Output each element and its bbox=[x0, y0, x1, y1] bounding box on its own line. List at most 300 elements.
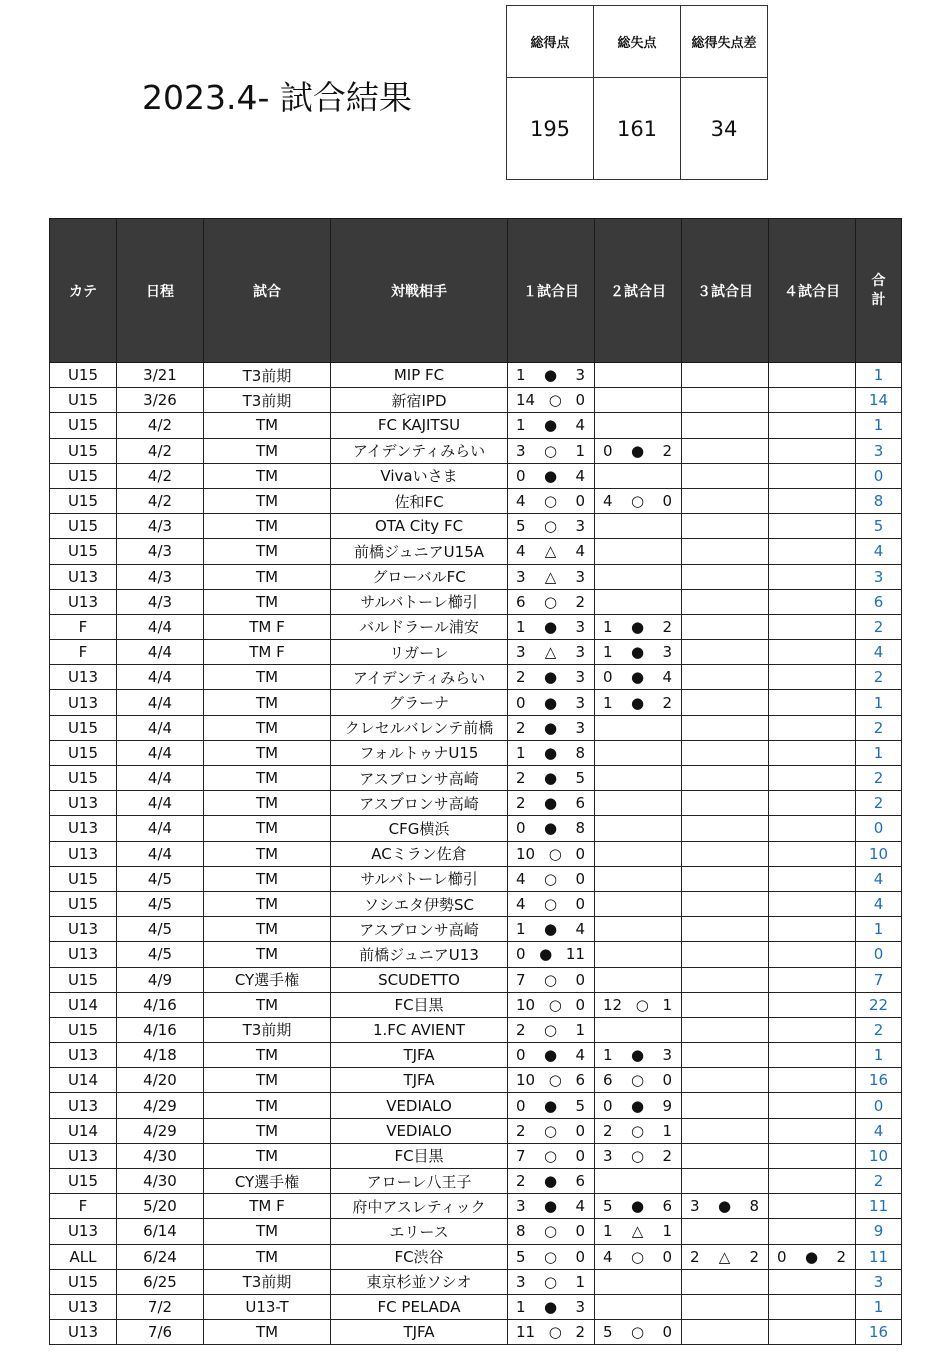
opponent-cell: エリース bbox=[331, 1219, 508, 1244]
game-4-cell bbox=[769, 791, 856, 816]
own-goals: 1 bbox=[516, 920, 526, 939]
match-type-cell: TM bbox=[204, 992, 331, 1017]
game-1-cell bbox=[508, 614, 595, 639]
own-goals: 3 bbox=[516, 643, 526, 662]
game-score bbox=[508, 690, 594, 714]
total-cell: 0 bbox=[856, 463, 902, 488]
match-type-cell: TM F bbox=[204, 1194, 331, 1219]
table-row bbox=[50, 841, 902, 866]
game-2-cell bbox=[595, 1219, 682, 1244]
game-score bbox=[508, 716, 594, 740]
game-3-cell bbox=[682, 514, 769, 539]
result-mark: ● bbox=[630, 1046, 645, 1065]
game-score bbox=[508, 1018, 594, 1042]
game-1-cell bbox=[508, 816, 595, 841]
game-2-cell bbox=[595, 816, 682, 841]
match-type-cell: TM bbox=[204, 1043, 331, 1068]
total-cell: 2 bbox=[856, 665, 902, 690]
game-score bbox=[595, 439, 681, 463]
match-type-cell: TM bbox=[204, 1118, 331, 1143]
game-score bbox=[508, 388, 594, 412]
game-1-cell bbox=[508, 1043, 595, 1068]
own-goals: 1 bbox=[603, 617, 613, 636]
date-cell: 4/29 bbox=[117, 1093, 204, 1118]
total-cell: 2 bbox=[856, 766, 902, 791]
date-cell: 4/30 bbox=[117, 1143, 204, 1168]
match-type-cell: TM bbox=[204, 891, 331, 916]
match-type-cell: T3前期 bbox=[204, 363, 331, 388]
table-row bbox=[50, 514, 902, 539]
game-3-cell bbox=[682, 841, 769, 866]
result-mark: ● bbox=[543, 1197, 558, 1216]
game-score bbox=[508, 892, 594, 916]
table-row bbox=[50, 539, 902, 564]
col-header-game3: ３試合目 bbox=[682, 219, 769, 363]
game-2-cell bbox=[595, 715, 682, 740]
opponent-cell: FC目黒 bbox=[331, 992, 508, 1017]
game-3-cell bbox=[682, 363, 769, 388]
game-score bbox=[508, 640, 594, 664]
opponent-goals: 1 bbox=[662, 995, 672, 1014]
match-type-cell: TM bbox=[204, 1068, 331, 1093]
opponent-cell: FC渋谷 bbox=[331, 1244, 508, 1269]
game-score bbox=[595, 615, 681, 639]
total-cell: 4 bbox=[856, 1118, 902, 1143]
total-cell: 9 bbox=[856, 1219, 902, 1244]
game-4-cell bbox=[769, 891, 856, 916]
game-4-cell bbox=[769, 1269, 856, 1294]
result-mark: ○ bbox=[548, 844, 562, 863]
summary-header-row bbox=[507, 6, 768, 78]
own-goals: 5 bbox=[603, 1323, 613, 1342]
own-goals: 7 bbox=[516, 1146, 526, 1165]
category-cell: U13 bbox=[50, 665, 117, 690]
total-cell: 1 bbox=[856, 1294, 902, 1319]
result-mark: ○ bbox=[543, 441, 558, 460]
result-mark: ● bbox=[543, 1172, 558, 1191]
own-goals: 3 bbox=[516, 441, 526, 460]
category-cell: U15 bbox=[50, 766, 117, 791]
game-2-cell bbox=[595, 766, 682, 791]
game-3-cell bbox=[682, 488, 769, 513]
game-4-cell bbox=[769, 1093, 856, 1118]
game-1-cell bbox=[508, 539, 595, 564]
result-mark: ● bbox=[630, 441, 645, 460]
category-cell: U13 bbox=[50, 1093, 117, 1118]
game-score bbox=[595, 489, 681, 513]
result-mark: ○ bbox=[543, 492, 558, 511]
opponent-cell: グローバルFC bbox=[331, 564, 508, 589]
opponent-cell: FC KAJITSU bbox=[331, 413, 508, 438]
game-score bbox=[508, 766, 594, 790]
game-2-cell bbox=[595, 1269, 682, 1294]
result-mark: ○ bbox=[543, 1272, 558, 1291]
category-cell: U14 bbox=[50, 1068, 117, 1093]
game-3-cell bbox=[682, 1294, 769, 1319]
own-goals: 1 bbox=[603, 1222, 613, 1241]
own-goals: 4 bbox=[516, 542, 526, 561]
col-header-total-line2: 計 bbox=[871, 291, 886, 308]
game-score bbox=[508, 489, 594, 513]
game-3-cell bbox=[682, 388, 769, 413]
own-goals: 1 bbox=[516, 1298, 526, 1317]
result-mark: ○ bbox=[543, 592, 558, 611]
game-4-cell bbox=[769, 1043, 856, 1068]
own-goals: 5 bbox=[516, 1247, 526, 1266]
result-mark: ● bbox=[543, 743, 558, 762]
table-row bbox=[50, 1219, 902, 1244]
col-header-game1: １試合目 bbox=[508, 219, 595, 363]
result-mark: ○ bbox=[543, 970, 558, 989]
summary-goal-diff-value: 34 bbox=[681, 78, 768, 180]
result-mark: △ bbox=[544, 643, 557, 662]
opponent-goals: 3 bbox=[575, 517, 585, 536]
game-4-cell bbox=[769, 917, 856, 942]
opponent-cell: アローレ八王子 bbox=[331, 1169, 508, 1194]
own-goals: 1 bbox=[516, 617, 526, 636]
col-header-opponent: 対戦相手 bbox=[331, 219, 508, 363]
col-header-match: 試合 bbox=[204, 219, 331, 363]
own-goals: 1 bbox=[603, 1046, 613, 1065]
game-2-cell bbox=[595, 488, 682, 513]
result-mark: ● bbox=[543, 718, 558, 737]
game-3-cell bbox=[682, 690, 769, 715]
opponent-goals: 4 bbox=[575, 542, 585, 561]
total-cell: 2 bbox=[856, 614, 902, 639]
opponent-cell: バルドラール浦安 bbox=[331, 614, 508, 639]
category-cell: U13 bbox=[50, 942, 117, 967]
game-1-cell bbox=[508, 1118, 595, 1143]
game-2-cell bbox=[595, 866, 682, 891]
game-2-cell bbox=[595, 891, 682, 916]
game-4-cell bbox=[769, 866, 856, 891]
game-3-cell bbox=[682, 463, 769, 488]
game-score bbox=[508, 1119, 594, 1143]
result-mark: ● bbox=[630, 643, 645, 662]
own-goals: 3 bbox=[516, 1197, 526, 1216]
game-1-cell bbox=[508, 740, 595, 765]
col-header-total bbox=[856, 219, 902, 363]
total-cell: 1 bbox=[856, 740, 902, 765]
opponent-cell: サルバトーレ櫛引 bbox=[331, 866, 508, 891]
game-score bbox=[508, 1144, 594, 1168]
game-4-cell bbox=[769, 514, 856, 539]
total-cell: 2 bbox=[856, 1017, 902, 1042]
game-3-cell bbox=[682, 640, 769, 665]
category-cell: U15 bbox=[50, 514, 117, 539]
category-cell: U15 bbox=[50, 388, 117, 413]
total-cell: 7 bbox=[856, 967, 902, 992]
own-goals: 2 bbox=[516, 668, 526, 687]
game-4-cell bbox=[769, 388, 856, 413]
total-cell: 2 bbox=[856, 1169, 902, 1194]
date-cell: 4/5 bbox=[117, 866, 204, 891]
game-2-cell bbox=[595, 1294, 682, 1319]
game-4-cell bbox=[769, 715, 856, 740]
game-score bbox=[508, 590, 594, 614]
match-type-cell: T3前期 bbox=[204, 1269, 331, 1294]
game-3-cell bbox=[682, 791, 769, 816]
opponent-goals: 2 bbox=[749, 1247, 759, 1266]
score-summary-table bbox=[506, 5, 768, 180]
game-score bbox=[508, 741, 594, 765]
game-score bbox=[508, 1043, 594, 1067]
result-mark: ○ bbox=[630, 492, 645, 511]
total-cell: 11 bbox=[856, 1244, 902, 1269]
game-3-cell bbox=[682, 766, 769, 791]
date-cell: 4/9 bbox=[117, 967, 204, 992]
game-4-cell bbox=[769, 690, 856, 715]
total-cell: 4 bbox=[856, 866, 902, 891]
total-cell: 6 bbox=[856, 589, 902, 614]
result-mark: △ bbox=[718, 1247, 731, 1266]
opponent-goals: 0 bbox=[575, 995, 585, 1014]
game-2-cell bbox=[595, 1320, 682, 1345]
match-type-cell: CY選手権 bbox=[204, 1169, 331, 1194]
opponent-goals: 0 bbox=[575, 1121, 585, 1140]
match-type-cell: TM bbox=[204, 514, 331, 539]
category-cell: U15 bbox=[50, 1017, 117, 1042]
total-cell: 8 bbox=[856, 488, 902, 513]
category-cell: F bbox=[50, 614, 117, 639]
game-score bbox=[595, 1320, 681, 1344]
result-mark: ● bbox=[543, 466, 558, 485]
game-2-cell bbox=[595, 740, 682, 765]
game-1-cell bbox=[508, 665, 595, 690]
match-type-cell: TM bbox=[204, 841, 331, 866]
game-1-cell bbox=[508, 766, 595, 791]
table-row bbox=[50, 640, 902, 665]
category-cell: U15 bbox=[50, 1169, 117, 1194]
game-1-cell bbox=[508, 589, 595, 614]
col-header-date: 日程 bbox=[117, 219, 204, 363]
game-3-cell bbox=[682, 1269, 769, 1294]
game-2-cell bbox=[595, 1118, 682, 1143]
result-mark: ● bbox=[543, 794, 558, 813]
own-goals: 10 bbox=[516, 1071, 536, 1090]
game-3-cell bbox=[682, 1219, 769, 1244]
opponent-goals: 2 bbox=[575, 592, 585, 611]
opponent-goals: 6 bbox=[575, 794, 585, 813]
game-2-cell bbox=[595, 917, 682, 942]
game-score bbox=[508, 539, 594, 563]
game-score bbox=[508, 1194, 594, 1218]
date-cell: 4/4 bbox=[117, 690, 204, 715]
own-goals: 2 bbox=[690, 1247, 700, 1266]
match-type-cell: TM bbox=[204, 1244, 331, 1269]
game-1-cell bbox=[508, 1269, 595, 1294]
date-cell: 6/14 bbox=[117, 1219, 204, 1244]
own-goals: 5 bbox=[516, 517, 526, 536]
game-score bbox=[508, 842, 594, 866]
opponent-cell: リガーレ bbox=[331, 640, 508, 665]
own-goals: 1 bbox=[603, 693, 613, 712]
result-mark: ○ bbox=[543, 1146, 558, 1165]
own-goals: 14 bbox=[516, 391, 536, 410]
table-row bbox=[50, 1194, 902, 1219]
result-mark: ○ bbox=[543, 869, 558, 888]
game-4-cell bbox=[769, 1143, 856, 1168]
category-cell: U13 bbox=[50, 1294, 117, 1319]
category-cell: U13 bbox=[50, 690, 117, 715]
category-cell: U15 bbox=[50, 715, 117, 740]
table-row bbox=[50, 1294, 902, 1319]
category-cell: U15 bbox=[50, 967, 117, 992]
game-4-cell bbox=[769, 1169, 856, 1194]
table-row bbox=[50, 740, 902, 765]
result-mark: ● bbox=[543, 416, 558, 435]
col-header-category: カテ bbox=[50, 219, 117, 363]
game-2-cell bbox=[595, 564, 682, 589]
game-score bbox=[595, 1245, 681, 1269]
game-3-cell bbox=[682, 715, 769, 740]
opponent-cell: グラーナ bbox=[331, 690, 508, 715]
game-3-cell bbox=[682, 740, 769, 765]
result-mark: ○ bbox=[635, 995, 649, 1014]
own-goals: 2 bbox=[516, 794, 526, 813]
table-row bbox=[50, 438, 902, 463]
opponent-goals: 0 bbox=[575, 391, 585, 410]
game-1-cell bbox=[508, 564, 595, 589]
match-type-cell: TM bbox=[204, 413, 331, 438]
total-cell: 3 bbox=[856, 564, 902, 589]
date-cell: 4/5 bbox=[117, 891, 204, 916]
game-1-cell bbox=[508, 866, 595, 891]
opponent-goals: 1 bbox=[575, 1272, 585, 1291]
result-mark: ● bbox=[717, 1197, 732, 1216]
result-mark: △ bbox=[544, 542, 557, 561]
total-cell: 4 bbox=[856, 539, 902, 564]
game-1-cell bbox=[508, 1068, 595, 1093]
game-3-cell bbox=[682, 539, 769, 564]
game-1-cell bbox=[508, 413, 595, 438]
table-row bbox=[50, 891, 902, 916]
total-cell: 0 bbox=[856, 1093, 902, 1118]
opponent-cell: クレセルバレンテ前橋 bbox=[331, 715, 508, 740]
result-mark: ● bbox=[543, 769, 558, 788]
game-1-cell bbox=[508, 1194, 595, 1219]
game-score bbox=[508, 1068, 594, 1092]
game-2-cell bbox=[595, 841, 682, 866]
game-2-cell bbox=[595, 1169, 682, 1194]
category-cell: U13 bbox=[50, 1219, 117, 1244]
summary-goals-against-header: 総失点 bbox=[594, 6, 681, 78]
game-score bbox=[508, 917, 594, 941]
opponent-cell: SCUDETTO bbox=[331, 967, 508, 992]
game-2-cell bbox=[595, 640, 682, 665]
opponent-goals: 3 bbox=[575, 693, 585, 712]
date-cell: 3/26 bbox=[117, 388, 204, 413]
date-cell: 4/2 bbox=[117, 438, 204, 463]
game-score bbox=[595, 1068, 681, 1092]
result-mark: ○ bbox=[630, 1121, 645, 1140]
result-mark: ● bbox=[543, 366, 558, 385]
category-cell: U13 bbox=[50, 841, 117, 866]
match-type-cell: TM bbox=[204, 740, 331, 765]
total-cell: 0 bbox=[856, 942, 902, 967]
opponent-goals: 4 bbox=[575, 1046, 585, 1065]
own-goals: 2 bbox=[516, 1172, 526, 1191]
date-cell: 4/4 bbox=[117, 640, 204, 665]
game-1-cell bbox=[508, 514, 595, 539]
game-score bbox=[508, 942, 594, 966]
opponent-cell: 東京杉並ソシオ bbox=[331, 1269, 508, 1294]
opponent-goals: 6 bbox=[575, 1071, 585, 1090]
game-4-cell bbox=[769, 438, 856, 463]
category-cell: U15 bbox=[50, 488, 117, 513]
game-2-cell bbox=[595, 791, 682, 816]
game-score bbox=[508, 565, 594, 589]
category-cell: U15 bbox=[50, 1269, 117, 1294]
game-4-cell bbox=[769, 942, 856, 967]
date-cell: 4/18 bbox=[117, 1043, 204, 1068]
date-cell: 7/6 bbox=[117, 1320, 204, 1345]
own-goals: 12 bbox=[603, 995, 623, 1014]
own-goals: 10 bbox=[516, 844, 536, 863]
total-cell: 4 bbox=[856, 891, 902, 916]
opponent-cell: FC PELADA bbox=[331, 1294, 508, 1319]
date-cell: 4/16 bbox=[117, 1017, 204, 1042]
game-1-cell bbox=[508, 388, 595, 413]
game-1-cell bbox=[508, 917, 595, 942]
category-cell: U14 bbox=[50, 992, 117, 1017]
opponent-cell: 前橋ジュニアU15A bbox=[331, 539, 508, 564]
result-mark: ○ bbox=[548, 1323, 562, 1342]
result-mark: ● bbox=[630, 1096, 645, 1115]
total-cell: 1 bbox=[856, 917, 902, 942]
own-goals: 3 bbox=[516, 567, 526, 586]
opponent-cell: アイデンティみらい bbox=[331, 665, 508, 690]
match-type-cell: TM bbox=[204, 488, 331, 513]
result-mark: △ bbox=[631, 1222, 644, 1241]
game-1-cell bbox=[508, 1093, 595, 1118]
total-cell: 0 bbox=[856, 816, 902, 841]
category-cell: U15 bbox=[50, 891, 117, 916]
summary-goal-diff-header: 総得失点差 bbox=[681, 6, 768, 78]
date-cell: 7/2 bbox=[117, 1294, 204, 1319]
date-cell: 4/16 bbox=[117, 992, 204, 1017]
game-3-cell bbox=[682, 1244, 769, 1269]
opponent-goals: 6 bbox=[662, 1197, 672, 1216]
own-goals: 5 bbox=[603, 1197, 613, 1216]
game-score bbox=[508, 439, 594, 463]
game-3-cell bbox=[682, 1169, 769, 1194]
date-cell: 4/30 bbox=[117, 1169, 204, 1194]
game-2-cell bbox=[595, 413, 682, 438]
opponent-cell: TJFA bbox=[331, 1320, 508, 1345]
opponent-goals: 4 bbox=[575, 1197, 585, 1216]
opponent-goals: 0 bbox=[662, 1247, 672, 1266]
game-4-cell bbox=[769, 1017, 856, 1042]
game-2-cell bbox=[595, 539, 682, 564]
date-cell: 4/4 bbox=[117, 766, 204, 791]
own-goals: 11 bbox=[516, 1323, 536, 1342]
game-1-cell bbox=[508, 690, 595, 715]
game-3-cell bbox=[682, 1093, 769, 1118]
col-header-total-line1: 合 bbox=[871, 272, 886, 289]
game-3-cell bbox=[682, 1194, 769, 1219]
match-type-cell: TM F bbox=[204, 640, 331, 665]
date-cell: 3/21 bbox=[117, 363, 204, 388]
game-3-cell bbox=[682, 816, 769, 841]
total-cell: 16 bbox=[856, 1320, 902, 1345]
date-cell: 4/2 bbox=[117, 488, 204, 513]
game-2-cell bbox=[595, 1194, 682, 1219]
opponent-goals: 2 bbox=[662, 1146, 672, 1165]
total-cell: 10 bbox=[856, 841, 902, 866]
game-4-cell bbox=[769, 992, 856, 1017]
result-mark: ○ bbox=[630, 1323, 645, 1342]
